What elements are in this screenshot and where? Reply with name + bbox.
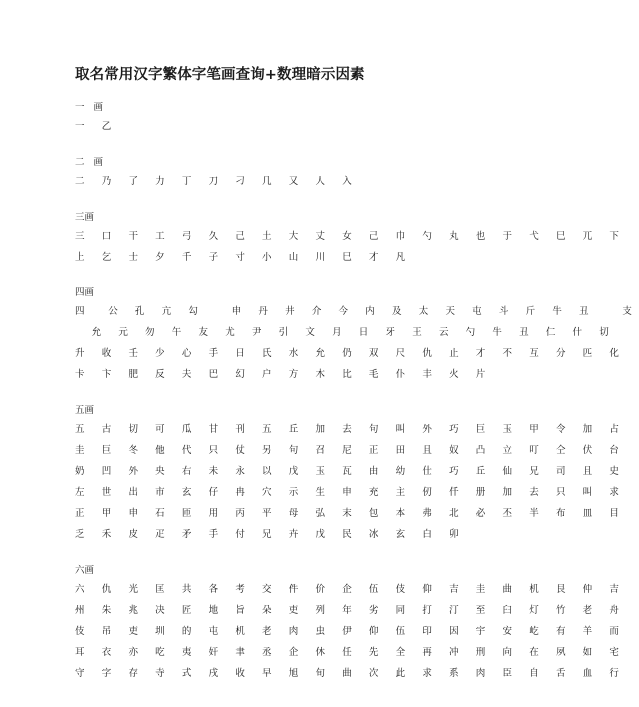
character-row: 正 甲 申 石 匝 用 丙 平 母 弘 末 包 本 弗 北 必 丕 半 布 皿 目 xyxy=(75,508,626,519)
section-two-strokes xyxy=(75,157,480,188)
section-heading: 五画 xyxy=(75,405,95,416)
character-row: 奶 凹 外 央 右 未 永 以 戊 玉 瓦 由 幼 仕 巧 丘 仙 兄 司 且 史 xyxy=(75,466,626,477)
character-row: 允 元 勿 午 友 尤 尹 引 文 月 日 牙 王 云 勺 牛 丑 仁 什 切 xyxy=(75,327,616,338)
character-row: 一 乙 xyxy=(75,121,119,132)
document-title: 取名常用汉字繁体字笔画查询+数理暗示因素 xyxy=(75,67,365,83)
character-row: 伎 吊 吏 圳 的 屯 机 老 肉 虫 伊 仰 伍 印 因 宇 安 屹 有 羊 而 xyxy=(75,626,626,637)
character-row: 耳 衣 亦 吃 夷 奸 聿 丞 企 休 任 先 全 再 冲 刑 向 在 夙 如 宅 xyxy=(75,647,626,658)
section-six-strokes xyxy=(75,565,626,680)
character-row: 上 乞 士 夕 千 子 寸 小 山 川 巳 才 凡 xyxy=(75,252,413,263)
section-heading: 一 画 xyxy=(75,102,107,113)
character-row: 六 仇 光 匡 共 各 考 交 件 价 企 伍 伎 仰 吉 圭 曲 机 艮 仲 吉 xyxy=(75,584,626,595)
character-row: 乏 禾 皮 疋 矛 手 付 兄 卉 戊 民 冰 玄 白 卯 xyxy=(75,529,466,540)
section-heading: 二 画 xyxy=(75,157,107,168)
character-row: 左 世 出 市 玄 仔 冉 穴 示 生 申 充 主 仞 仟 册 加 去 只 叫 求 xyxy=(75,487,626,498)
character-row: 州 朱 兆 决 匠 地 旨 朵 吏 列 年 劣 同 打 汀 至 臼 灯 竹 老 舟 xyxy=(75,605,626,616)
section-heading: 三画 xyxy=(75,212,95,223)
character-row: 五 古 切 可 瓜 甘 刊 五 丘 加 去 句 叫 外 巧 巨 玉 甲 令 加 占 xyxy=(75,424,626,435)
section-three-strokes xyxy=(75,212,626,264)
character-row: 四 公 孔 亢 勾 申 丹 井 介 今 内 及 太 天 屯 斗 斤 牛 丑 支 xyxy=(75,306,639,317)
section-heading: 六画 xyxy=(75,565,95,576)
character-row: 二 乃 了 力 丁 刀 刁 几 又 人 入 xyxy=(75,176,359,187)
character-row: 守 字 存 寺 式 戌 收 早 旭 旬 曲 次 此 求 系 肉 臣 自 舌 血 行 xyxy=(75,668,626,679)
character-row: 圭 巨 冬 他 代 只 仗 另 句 召 尼 正 田 且 奴 凸 立 叮 仝 伏 台 xyxy=(75,445,626,456)
character-row: 三 口 干 工 弓 久 己 土 大 丈 女 己 巾 勺 丸 也 于 弋 巳 兀 下 xyxy=(75,231,626,242)
section-four-strokes xyxy=(75,287,639,381)
section-heading: 四画 xyxy=(75,287,95,298)
character-row: 升 收 壬 少 心 手 日 氏 水 允 仍 双 尺 仇 止 才 不 互 分 匹 化 xyxy=(75,348,626,359)
character-row: 卡 卞 肥 反 夫 巴 幻 户 方 木 比 毛 仆 丰 火 片 xyxy=(75,369,493,380)
section-five-strokes xyxy=(75,405,626,541)
section-one-stroke xyxy=(75,102,480,133)
